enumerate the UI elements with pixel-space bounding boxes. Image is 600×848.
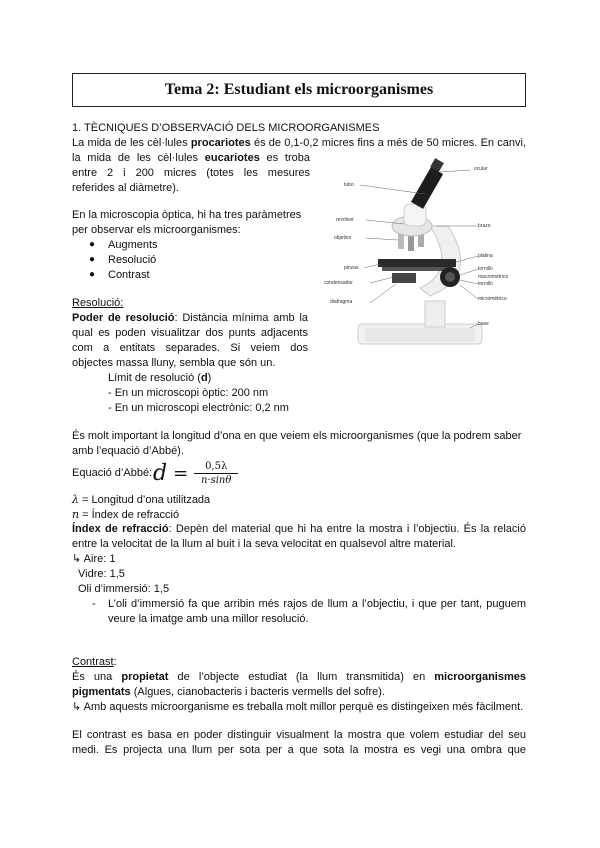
abbe-numerator: 0,5λ — [205, 460, 228, 472]
resolution-heading: Resolució: — [72, 297, 124, 309]
refraction-oil: Oli d’immersió: 1,5 — [78, 583, 170, 595]
abbe-label: Equació d’Abbé: — [72, 467, 153, 479]
label-base: base — [478, 321, 489, 327]
abbe-denominator: n·sinθ — [200, 474, 232, 486]
bullet-dot: ● — [89, 269, 96, 280]
oil-note-line-2: veure la imatge amb una millor resolució. — [108, 613, 309, 625]
resolution-optic: - En un microscopi òptic: 200 nm — [108, 387, 269, 399]
bullet-dot: ● — [89, 239, 96, 250]
refraction-line-1: Índex de refracció: Depèn del material que hi ha entre la mostra i l’objectiu. És la relació — [72, 523, 526, 535]
lambda-definition: λ = Longitud d’ona utilitzada — [72, 493, 211, 506]
contrast-line-2: pigmentats (Algues, cianobacteris i bacteris vermells del sofre). — [72, 686, 386, 698]
intro-line-2: la mida de les cèl·lules eucariotes es troba — [72, 152, 310, 164]
resolution-limit: Límit de resolució (d) — [108, 372, 212, 384]
wavelength-line-1: És molt important la longitud d’ona en que veiem els microorganismes (que la podrem saber — [72, 430, 522, 442]
label-tornillo-2: tornillo — [478, 281, 493, 287]
abbe-lhs: d — [153, 460, 168, 486]
label-objetivo: objetivo — [334, 235, 352, 241]
param-item: Augments — [108, 239, 158, 251]
label-platina: platina — [478, 253, 493, 259]
label-brazo: brazo — [478, 223, 491, 229]
resolution-electronic: - En un microscopi electrònic: 0,2 nm — [108, 402, 289, 414]
dash-marker: - — [92, 598, 96, 610]
label-diafragma: diafragma — [330, 299, 353, 305]
label-micrometrico: micrométrico — [478, 296, 507, 302]
params-intro-2: per observar els microorganismes: — [72, 224, 241, 236]
microscope-diagram — [330, 156, 530, 356]
oil-note-line-1: L’oli d’immersió fa que arribin més rajos de llum a l’objectiu, i que per tant, puguem — [108, 598, 526, 610]
fraction-bar — [194, 473, 238, 474]
contrast-heading: Contrast: — [72, 656, 117, 668]
label-macrometrico: macrométrico — [478, 274, 509, 280]
resolution-line-1: Poder de resolució: Distància mínima amb la — [72, 312, 309, 324]
bullet-dot: ● — [89, 254, 96, 265]
contrast-line-1: És una propietat de l’objecte estudiat (la llum transmitida) en microorganismes — [72, 671, 526, 683]
section-heading: 1. TÈCNIQUES D’OBSERVACIÓ DELS MICROORGANISMES — [72, 122, 380, 134]
n-definition: n = Índex de refracció — [72, 508, 180, 521]
abbe-fraction — [194, 461, 238, 486]
label-ocular: ocular — [474, 166, 488, 172]
title-box — [72, 73, 526, 107]
contrast-p2-line-2: medi. Es projecta una llum per sota per a que sota la mostra es vegi una ombra que — [72, 744, 526, 756]
contrast-p2-line-1: El contrast es basa en poder distinguir visualment la mostra que volem estudiar del seu — [72, 729, 526, 741]
resolution-line-3: com a entitats separades. Si veiem dos — [72, 342, 308, 354]
intro-line-3: entre 2 i 200 micres (totes les mesures — [72, 167, 310, 179]
label-tubo: tubo — [344, 182, 354, 188]
wavelength-line-2: amb l’equació d’Abbé). — [72, 445, 184, 457]
resolution-line-4: objectes massa lluny, sembla que són un. — [72, 357, 276, 369]
param-item: Resolució — [108, 254, 157, 266]
label-tornillo: tornillo — [478, 266, 493, 272]
intro-line-1: La mida de les cèl·lules procariotes és de 0,1-0,2 micres fins a més de 50 micres. En canvi, — [72, 137, 526, 149]
refraction-glass: Vidre: 1,5 — [78, 568, 125, 580]
page-title: Tema 2: Estudiant els microorganismes — [164, 81, 434, 98]
refraction-line-2: entre la velocitat de la llum al buit i la seva velocitat en qualsevol altre material. — [72, 538, 456, 550]
abbe-formula — [153, 455, 238, 491]
params-intro-1: En la microscopia òptica, hi ha tres paràmetres — [72, 209, 302, 221]
intro-line-4: referides al diàmetre). — [72, 182, 179, 194]
label-pinzas: pinzas — [344, 265, 359, 271]
label-condensador: condensador — [324, 280, 353, 286]
abbe-equals: = — [173, 462, 189, 484]
contrast-line-3: ↳ Amb aquests microorganisme es treballa molt millor perquè es distingeixen més fàcilment. — [72, 701, 524, 713]
resolution-line-2: qual es poden visualitzar dos punts adjacents — [72, 327, 308, 339]
label-revolver: revólver — [336, 217, 354, 223]
refraction-air: ↳ Aire: 1 — [72, 553, 116, 565]
param-item: Contrast — [108, 269, 150, 281]
